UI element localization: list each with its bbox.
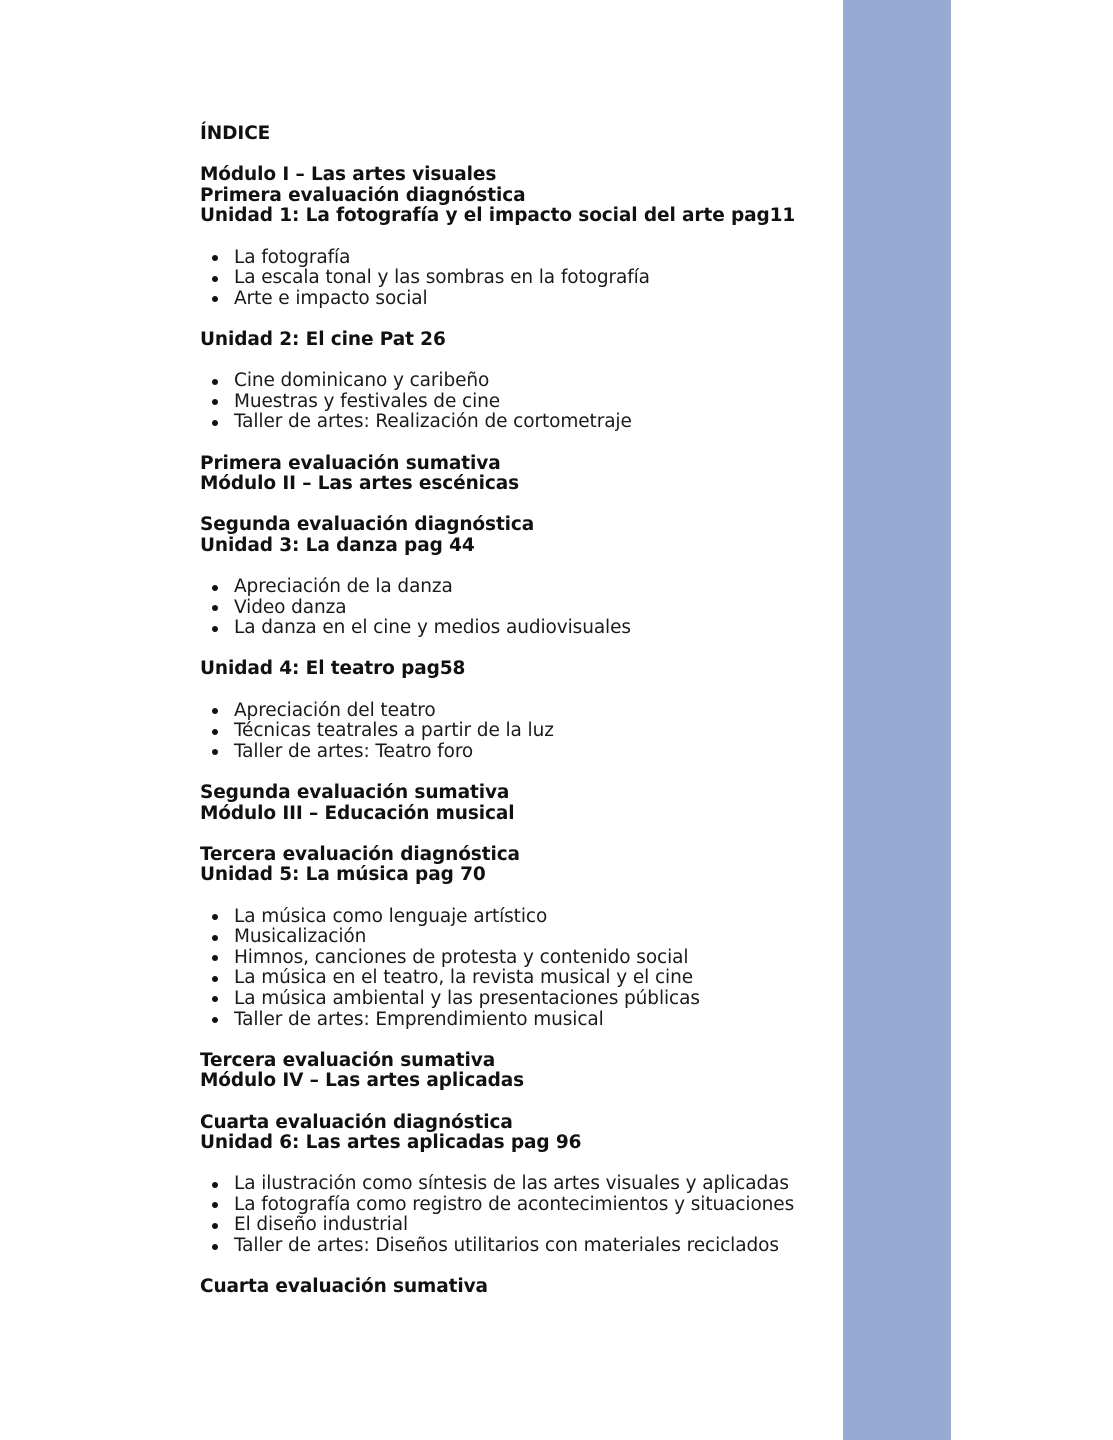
unidad6-topics bbox=[200, 1174, 840, 1256]
modulo4-title: Módulo IV – Las artes aplicadas bbox=[200, 1070, 525, 1092]
list-item: Taller de artes: Realización de cortometraje bbox=[200, 412, 840, 433]
modulo4-sumativa-group bbox=[200, 1051, 840, 1092]
unidad1-title: Unidad 1: La fotografía y el impacto social del arte pag11 bbox=[200, 205, 796, 227]
list-item: Muestras y festivales de cine bbox=[200, 392, 840, 413]
unidad1-topics bbox=[200, 248, 840, 310]
list-item: El diseño industrial bbox=[200, 1215, 840, 1236]
unidad5-topics bbox=[200, 907, 840, 1031]
modulo2-diagnostic: Segunda evaluación diagnóstica bbox=[200, 514, 535, 536]
list-item: La ilustración como síntesis de las artes visuales y aplicadas bbox=[200, 1174, 840, 1195]
final-sumativa-group bbox=[200, 1277, 840, 1298]
list-item: La fotografía bbox=[200, 248, 840, 269]
list-item: La música ambiental y las presentaciones públicas bbox=[200, 989, 840, 1010]
list-item: Video danza bbox=[200, 598, 840, 619]
list-item: Arte e impacto social bbox=[200, 289, 840, 310]
primera-sumativa: Primera evaluación sumativa bbox=[200, 452, 501, 474]
list-item: Musicalización bbox=[200, 927, 840, 948]
list-item: Taller de artes: Emprendimiento musical bbox=[200, 1010, 840, 1031]
list-item: Técnicas teatrales a partir de la luz bbox=[200, 721, 840, 742]
unidad2-topics bbox=[200, 371, 840, 433]
unidad6-title: Unidad 6: Las artes aplicadas pag 96 bbox=[200, 1132, 582, 1154]
list-item: Apreciación del teatro bbox=[200, 701, 840, 722]
unidad4-topics bbox=[200, 701, 840, 763]
unidad2-header-group bbox=[200, 330, 840, 351]
modulo2-title: Módulo II – Las artes escénicas bbox=[200, 473, 520, 495]
index-title-group bbox=[200, 124, 840, 145]
decorative-side-band bbox=[843, 0, 951, 1440]
segunda-sumativa: Segunda evaluación sumativa bbox=[200, 782, 510, 803]
tercera-sumativa: Tercera evaluación sumativa bbox=[200, 1049, 496, 1071]
list-item: La fotografía como registro de acontecimientos y situaciones bbox=[200, 1195, 840, 1216]
cuarta-sumativa: Cuarta evaluación sumativa bbox=[200, 1276, 488, 1298]
unidad2-title: Unidad 2: El cine Pat 26 bbox=[200, 328, 446, 350]
list-item: La música en el teatro, la revista musical y el cine bbox=[200, 968, 840, 989]
modulo3-sumativa-group bbox=[200, 783, 840, 824]
list-item: La escala tonal y las sombras en la fotografía bbox=[200, 268, 840, 289]
modulo1-diagnostic: Primera evaluación diagnóstica bbox=[200, 184, 526, 206]
modulo4-diagnostic: Cuarta evaluación diagnóstica bbox=[200, 1111, 513, 1133]
modulo3-title: Módulo III – Educación musical bbox=[200, 802, 515, 824]
unidad5-title: Unidad 5: La música pag 70 bbox=[200, 864, 486, 886]
unidad3-title: Unidad 3: La danza pag 44 bbox=[200, 534, 475, 556]
modulo3-diagnostic: Tercera evaluación diagnóstica bbox=[200, 843, 520, 865]
list-item: Cine dominicano y caribeño bbox=[200, 371, 840, 392]
list-item: La música como lenguaje artístico bbox=[200, 907, 840, 928]
modulo3-header-group bbox=[200, 845, 840, 886]
modulo1-header-group bbox=[200, 165, 840, 227]
modulo4-header-group bbox=[200, 1113, 840, 1154]
modulo2-header-group bbox=[200, 515, 840, 556]
list-item: Taller de artes: Diseños utilitarios con materiales reciclados bbox=[200, 1236, 840, 1257]
modulo2-sumativa-group bbox=[200, 454, 840, 495]
index-title: ÍNDICE bbox=[200, 123, 271, 144]
list-item: La danza en el cine y medios audiovisuales bbox=[200, 618, 840, 639]
modulo1-title: Módulo I – Las artes visuales bbox=[200, 164, 497, 186]
unidad4-header-group bbox=[200, 659, 840, 680]
unidad4-title: Unidad 4: El teatro pag58 bbox=[200, 658, 466, 680]
table-of-contents bbox=[200, 124, 840, 1318]
list-item: Himnos, canciones de protesta y contenido social bbox=[200, 948, 840, 969]
list-item: Apreciación de la danza bbox=[200, 577, 840, 598]
list-item: Taller de artes: Teatro foro bbox=[200, 742, 840, 763]
unidad3-topics bbox=[200, 577, 840, 639]
